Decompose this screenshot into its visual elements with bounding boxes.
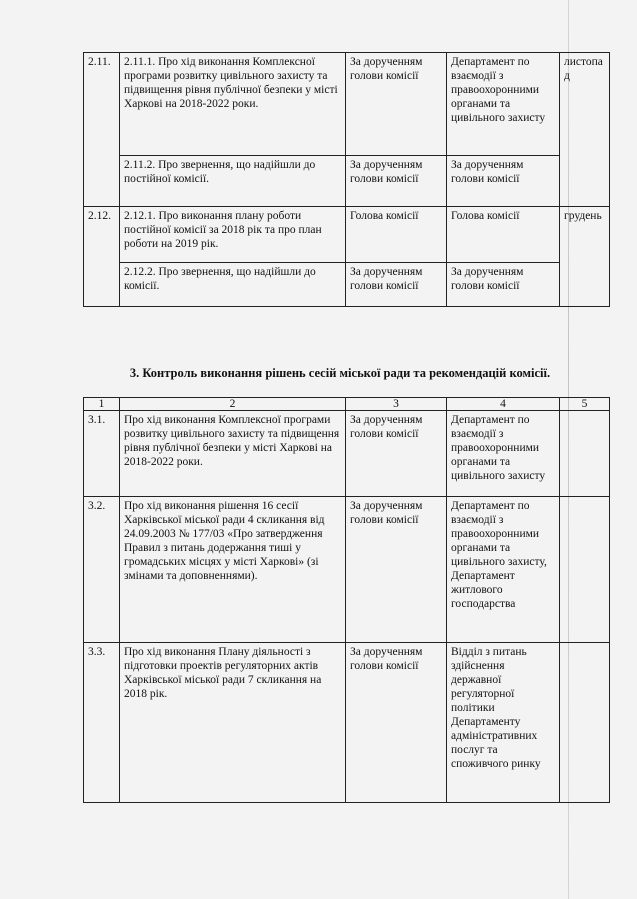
item-number: 3.2.	[84, 497, 120, 643]
item-number: 2.12.	[84, 207, 120, 307]
column-header: 5	[560, 398, 610, 411]
item-text: Про хід виконання рішення 16 сесії Харківської міської ради 4 скликання від 24.09.2003 № 177/03 «Про затвердження Правил з питань додержання тиші у громадських місцях у місті Харкові» (зі змінами та доповненнями).	[120, 497, 346, 643]
item-number: 3.1.	[84, 411, 120, 497]
header-row	[84, 398, 610, 411]
table-row	[84, 643, 610, 803]
item-deadline: листопад	[560, 53, 610, 207]
item-responsible: За дорученням голови комісії	[346, 156, 447, 207]
column-header: 3	[346, 398, 447, 411]
item-deadline	[560, 497, 610, 643]
item-executor: За дорученням голови комісії	[447, 263, 560, 307]
item-deadline	[560, 643, 610, 803]
item-responsible: За дорученням голови комісії	[346, 411, 447, 497]
item-text: 2.11.1. Про хід виконання Комплексної програми розвитку цивільного захисту та підвищення рівня публічної безпеки у місті Харкові на 2018-2022 роки.	[120, 53, 346, 156]
item-deadline: грудень	[560, 207, 610, 307]
item-responsible: Голова комісії	[346, 207, 447, 263]
control-table	[83, 397, 610, 803]
table-row	[84, 497, 610, 643]
item-number: 3.3.	[84, 643, 120, 803]
item-responsible: За дорученням голови комісії	[346, 497, 447, 643]
item-executor: За дорученням голови комісії	[447, 156, 560, 207]
table-row	[84, 53, 610, 156]
item-responsible: За дорученням голови комісії	[346, 263, 447, 307]
item-executor: Відділ з питань здійснення державної регуляторної політики Департаменту адміністративних послуг та споживчого ринку	[447, 643, 560, 803]
column-header: 1	[84, 398, 120, 411]
table-row	[84, 156, 610, 207]
item-responsible: За дорученням голови комісії	[346, 53, 447, 156]
item-text: Про хід виконання Комплексної програми розвитку цивільного захисту та підвищення рівня публічної безпеки у місті Харкові на 2018-2022 роки.	[120, 411, 346, 497]
item-deadline	[560, 411, 610, 497]
item-executor: Департамент по взаємодії з правоохоронними органами та цивільного захисту	[447, 411, 560, 497]
item-text: Про хід виконання Плану діяльності з підготовки проектів регуляторних актів Харківської міської ради 7 скликання на 2018 рік.	[120, 643, 346, 803]
item-number: 2.11.	[84, 53, 120, 207]
section-title: 3. Контроль виконання рішень сесій міської ради та рекомендацій комісії.	[129, 366, 551, 380]
item-text: 2.12.1. Про виконання плану роботи постійної комісії за 2018 рік та про план роботи на 2019 рік.	[120, 207, 346, 263]
item-text: 2.12.2. Про звернення, що надійшли до комісії.	[120, 263, 346, 307]
item-executor: Департамент по взаємодії з правоохоронними органами та цивільного захисту	[447, 53, 560, 156]
work-plan-table	[83, 52, 610, 307]
table-row	[84, 263, 610, 307]
item-executor: Департамент по взаємодії з правоохоронними органами та цивільного захисту, Департамент житлового господарства	[447, 497, 560, 643]
column-header: 4	[447, 398, 560, 411]
table-row	[84, 207, 610, 263]
table-row	[84, 411, 610, 497]
item-responsible: За дорученням голови комісії	[346, 643, 447, 803]
item-executor: Голова комісії	[447, 207, 560, 263]
column-header: 2	[120, 398, 346, 411]
item-text: 2.11.2. Про звернення, що надійшли до постійної комісії.	[120, 156, 346, 207]
